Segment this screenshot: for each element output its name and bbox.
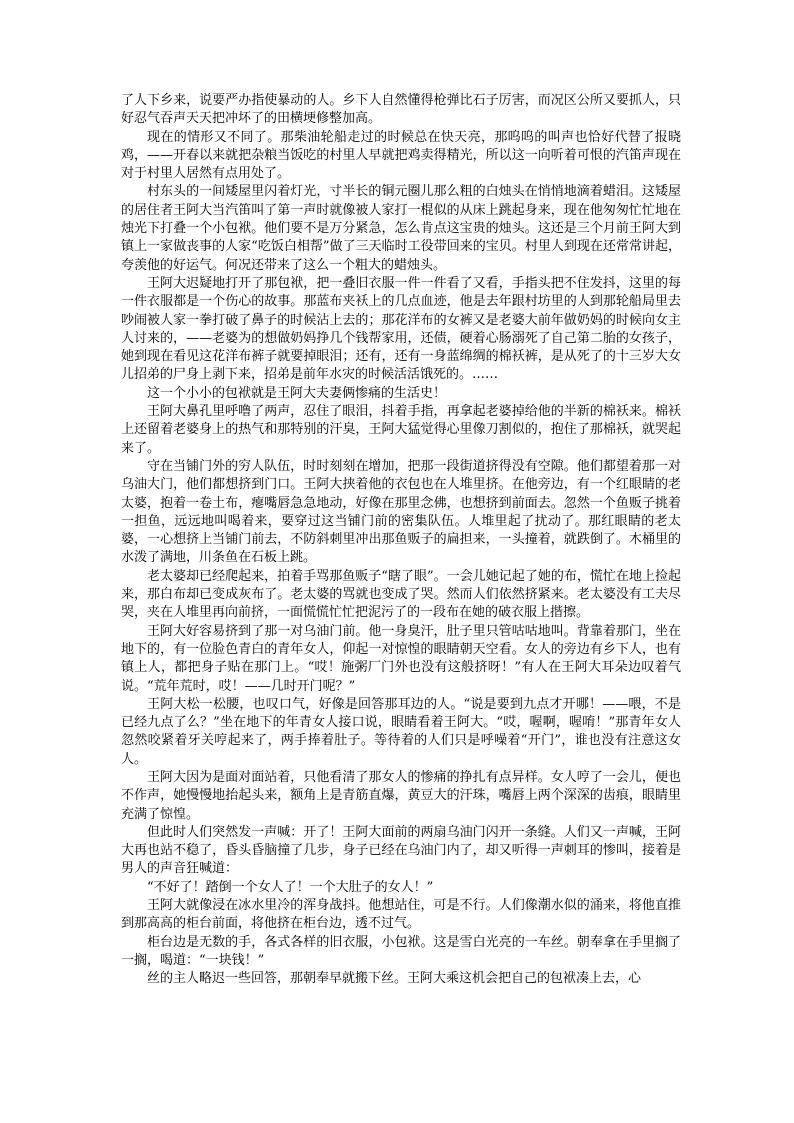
paragraph: 守在当铺门外的穷人队伍，时时刻刻在增加，把那一段街道挤得没有空隙。他们都望着那一对乌油大门，他们都想挤到门口。王阿大挟着他的衣包也在人堆里挤。在他旁边，有一个红眼睛的老太婆，抱着一卷土布，瘪嘴唇急急地动，好像在那里念佛，也想挤到前面去。忽然一个鱼贩子挑着一担鱼，远远地叫喝着来，要穿过这当铺门前的密集队伍。人堆里起了扰动了。那红眼睛的老太婆，一心想挤上当铺门前去，不防斜刺里冲出那鱼贩子的扁担来，一头撞着，就跌倒了。木桶里的水泼了满地，川条鱼在石板上跳。 (121, 458, 681, 566)
paragraph: “不好了！踏倒一个女人了！一个大肚子的女人！” (147, 879, 434, 895)
paragraph: 王阿大好容易挤到了那一对乌油门前。他一身臭汗，肚子里只管咕咕地叫。背靠着那门，坐在地下的，有一位脸色青白的青年女人，仰起一对惊惶的眼睛朝天空看。女人的旁边有乡下人，也有镇上人，都把身子贴在那门上。“哎！施粥厂门外也没有这般挤呀！”有人在王阿大耳朵边叹着气说。“荒年荒时，哎！——几时开门呢？” (121, 623, 681, 694)
paragraph: 这一个小小的包袱就是王阿大夫妻俩惨痛的生活史！ (147, 385, 447, 401)
paragraph: 王阿大就像浸在冰水里冷的浑身战抖。他想站住，可是不行。人们像潮水似的涌来，将他直推到那高高的柜台前面，将他挤在柜台边，透不过气。 (121, 898, 681, 932)
paragraph: 村东头的一间矮屋里闪着灯光，寸半长的铜元圈儿那么粗的白烛头在悄悄地滴着蜡泪。这矮屋的居住者王阿大当汽笛叫了第一声时就像被人家打一棍似的从床上跳起身来，现在他匆匆忙忙地在烛光下打叠一个小包袱。他们要不是万分紧急，怎么肯点这宝贵的烛头。这还是三个月前王阿大到镇上一家做丧事的人家“吃饭白相帮”做了三天临时工役带回来的宝贝。村里人到现在还常常讲起，夸羡他的好运气。何况还带来了这么一个粗大的蜡烛头。 (121, 184, 681, 273)
paragraph: 老太婆却已经爬起来，拍着手骂那鱼贩子“瞎了眼”。一会儿她记起了她的布，慌忙在地上捡起来，那白布却已变成灰布了。老太婆的骂就也变成了哭。然而人们依然挤紧来。老太婆没有工夫尽哭，夹在人堆里再向前挤，一面慌慌忙忙把泥污了的一段布在她的破衣服上揩擦。 (121, 568, 681, 621)
document-page (121, 92, 681, 989)
paragraph: 但此时人们突然发一声喊：开了！王阿大面前的两扇乌油门闪开一条缝。人们又一声喊，王阿大再也站不稳了，昏头昏脑撞了几步，身子已经在乌油门内了，却又听得一声刺耳的惨叫，接着是男人的声音狂喊道： (121, 824, 681, 877)
paragraph: 了人下乡来，说要严办指使暴动的人。乡下人自然懂得枪弹比石子厉害，而况区公所又要抓人，只好忍气吞声天天把冲坏了的田横埂修整加高。 (121, 93, 681, 127)
paragraph: 王阿大鼻孔里呼噜了两声，忍住了眼泪，抖着手指，再拿起老婆掉给他的半新的棉袄来。棉袄上还留着老婆身上的热气和那特别的汗臭，王阿大猛觉得心里像刀割似的，抱住了那棉袄，就哭起来了。 (121, 404, 681, 456)
paragraph: 现在的情形又不同了。那柴油轮船走过的时候总在快天亮，那呜呜的叫声也恰好代替了报晓鸡，——开春以来就把杂粮当饭吃的村里人早就把鸡卖得精光，所以这一向听着可恨的汽笛声现在对于村里人居然有点用处了。 (121, 129, 681, 182)
paragraph: 王阿大松一松腰，也叹口气，好像是回答那耳边的人。“说是要到九点才开哪！——喂，不是已经九点了么？”坐在地下的年青女人接口说，眼睛看着王阿大。“哎，喔啊，喔唷！”那青年女人忽然咬紧着牙关哼起来了，两手捧着肚子。等待着的人们只是呼噪着“开门”，谁也没有注意这女人。 (121, 696, 681, 767)
paragraph: 丝的主人略迟一些回答，那朝奉早就搬下丝。王阿大乘这机会把自己的包袱凑上去，心 (147, 971, 642, 987)
paragraph: 王阿大迟疑地打开了那包袱，把一叠旧衣服一件一件看了又看，手指头把不住发抖，这里的每一件衣服都是一个伤心的故事。那蓝布夹袄上的几点血迹，他是去年跟村坊里的人到那轮船局里去吵闹被人家一拳打破了鼻子的时候沾上去的；那花洋布的女裤又是老婆大前年做奶妈的时候向女主人讨来的，——老婆为的想做奶妈挣几个钱帮家用，还债，硬着心肠溺死了自己第二胎的女孩子，她到现在看见这花洋布裤子就要掉眼泪；还有，还有一身蓝绵绸的棉袄裤，是从死了的十三岁大女儿招弟的尸身上剥下来，招弟是前年水灾的时候活活饿死的。…… (121, 275, 681, 383)
paragraph: 王阿大因为是面对面站着，只他看清了那女人的惨痛的挣扎有点异样。女人哼了一会儿，便也不作声，她慢慢地抬起头来，额角上是青筋直爆，黄豆大的汗珠，嘴唇上两个深深的齿痕，眼睛里充满了惊惶。 (121, 769, 681, 822)
paragraph: 柜台边是无数的手，各式各样的旧衣服，小包袱。这是雪白光亮的一车丝。朝奉拿在手里搁了一搁，喝道：“一块钱！” (121, 934, 681, 968)
